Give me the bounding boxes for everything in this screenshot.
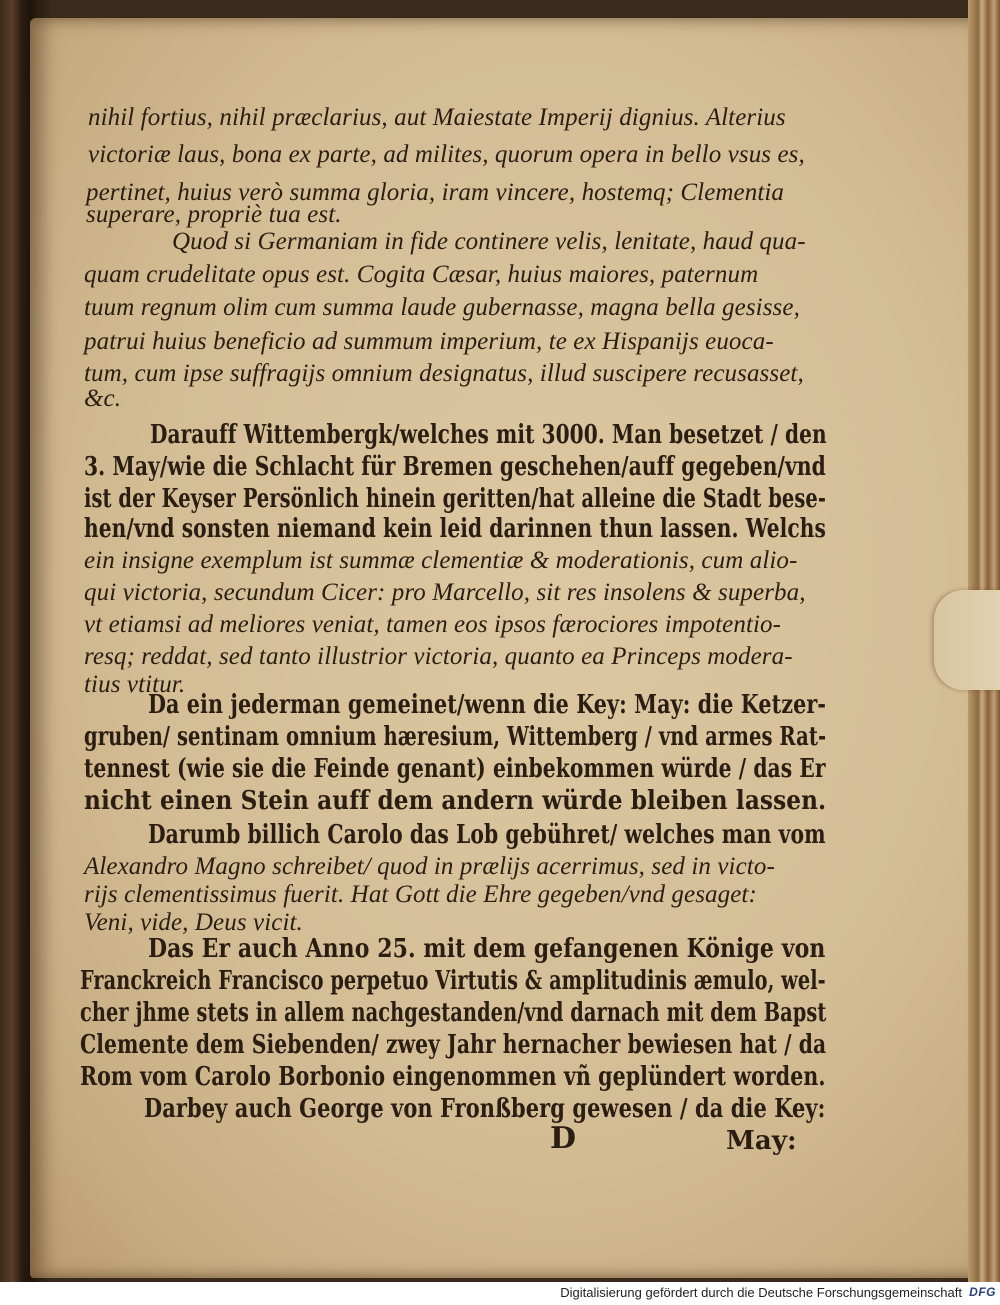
text-line: pertinet, huius verò summa gloria, iram vincere, hostemq; Clementia	[86, 179, 785, 206]
dfg-logo: DFG	[969, 1285, 996, 1299]
text-line: Quod si Germaniam in fide continere velis, lenitate, haud qua-	[172, 228, 806, 255]
text-line: tius vtitur.	[84, 671, 186, 698]
signature-mark: D	[550, 1121, 577, 1156]
text-line: Darbey auch George von Fronßberg gewesen / da die Key:	[144, 1094, 826, 1124]
text-line: ist der Keyser Persönlich hinein geritten/hat alleine die Stadt bese-	[84, 484, 826, 514]
text-line: Clemente dem Siebenden/ zwey Jahr hernacher bewiesen hat / da	[80, 1030, 827, 1060]
text-line: nihil fortius, nihil præclarius, aut Maiestate Imperij dignius. Alterius	[88, 104, 786, 131]
text-line: victoriæ laus, bona ex parte, ad milites, quorum opera in bello vsus es,	[88, 141, 805, 168]
text-line: Alexandro Magno schreibet/ quod in prælijs acerrimus, sed in victo-	[84, 853, 775, 880]
text-line: Veni, vide, Deus vicit.	[84, 909, 303, 936]
text-line: qui victoria, secundum Cicer: pro Marcello, sit res insolens & superba,	[84, 579, 806, 606]
text-line: ein insigne exemplum ist summæ clementiæ & moderationis, cum alio-	[84, 547, 798, 574]
text-line: gruben/ sentinam omnium hæresium, Wittemberg / vnd armes Rat-	[84, 722, 827, 752]
text-line: Rom vom Carolo Borbonio eingenommen vñ geplündert worden.	[80, 1062, 826, 1092]
funding-credit: Digitalisierung gefördert durch die Deutsche Forschungsgemeinschaft	[560, 1285, 962, 1300]
text-line: &c.	[84, 385, 122, 412]
text-line: Das Er auch Anno 25. mit dem gefangenen Könige von	[148, 934, 826, 964]
text-line: patrui huius beneficio ad summum imperium, te ex Hispanijs euoca-	[84, 328, 774, 355]
text-line: Franckreich Francisco perpetuo Virtutis & amplitudinis æmulo, wel-	[80, 966, 826, 996]
text-line: tuum regnum olim cum summa laude gubernasse, magna bella gesisse,	[84, 294, 800, 321]
text-line: cher jhme stets in allem nachgestanden/vnd darnach mit dem Bapst	[80, 998, 827, 1028]
footer-bar	[0, 1282, 1000, 1305]
text-line: hen/vnd sonsten niemand kein leid darinnen thun lassen. Welchs	[84, 514, 826, 544]
text-line: rijs clementissimus fuerit. Hat Gott die Ehre gegeben/vnd gesaget:	[84, 881, 757, 908]
text-line: Darauff Wittembergk/welches mit 3000. Man besetzet / den	[150, 420, 827, 450]
text-line: quam crudelitate opus est. Cogita Cæsar, huius maiores, paternum	[84, 261, 759, 288]
text-line: tennest (wie sie die Feinde genant) einbekommen würde / das Er	[84, 754, 826, 784]
text-line: superare, propriè tua est.	[86, 201, 342, 228]
catchword: May:	[726, 1126, 797, 1156]
text-line: 3. May/wie die Schlacht für Bremen geschehen/auff gegeben/vnd	[84, 452, 826, 482]
text-line: Darumb billich Carolo das Lob gebühret/ welches man vom	[148, 820, 826, 850]
text-line: tum, cum ipse suffragijs omnium designatus, illud suscipere recusasset,	[84, 360, 804, 387]
text-line: resq; reddat, sed tanto illustrior victoria, quanto ea Princeps modera-	[84, 643, 793, 670]
text-line: vt etiamsi ad meliores veniat, tamen eos ipsos færociores impotentio-	[84, 611, 782, 638]
text-line: Da ein jederman gemeinet/wenn die Key: May: die Ketzer-	[148, 690, 827, 720]
page-tab	[934, 590, 1000, 690]
text-line: nicht einen Stein auff dem andern würde bleiben lassen.	[84, 786, 827, 816]
